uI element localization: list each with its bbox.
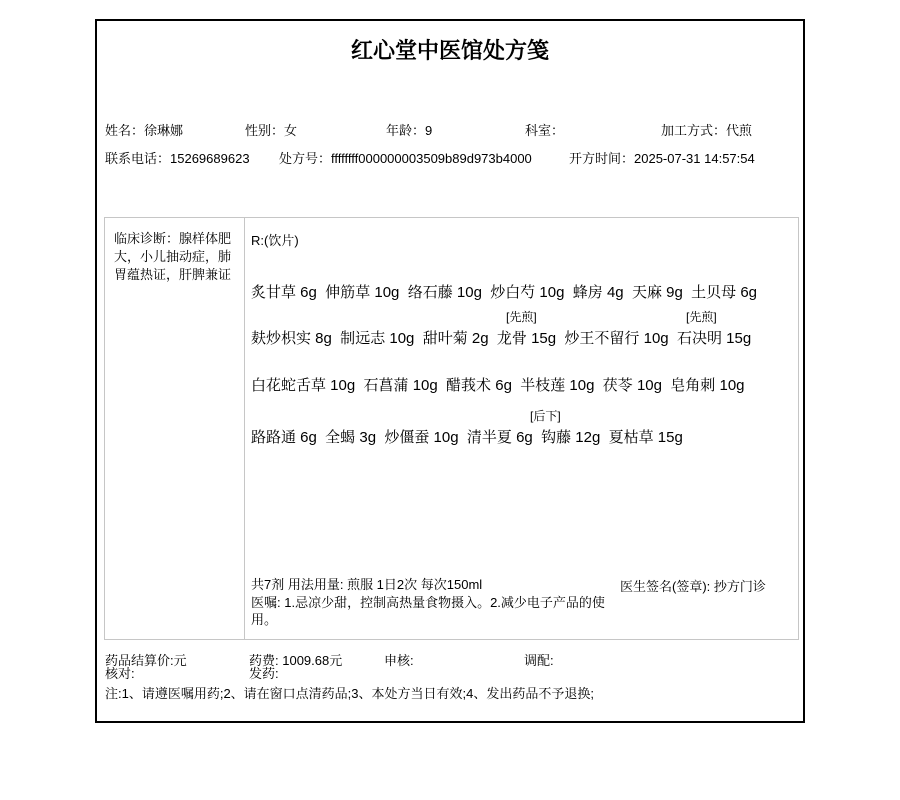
check-field [105,666,135,681]
medicine-fee-value: 1009.68元 [282,653,343,668]
herb-line-2: 麸炒枳实 8g 制远志 10g 甜叶菊 2g 龙骨 15g 炒王不留行 10g 石决明 15g [251,330,752,347]
herb-line-1: 炙甘草 6g 伸筋草 10g 络石藤 10g 炒白芍 10g 蜂房 4g 天麻 9g 土贝母 6g [251,284,758,301]
age-label: 年龄： [386,123,426,138]
name-value: 徐琳娜 [144,123,184,138]
processing-method-label: 加工方式： [661,123,727,138]
add-later-annotation: [后下] [530,409,561,423]
prescription-number-value: ffffffff000000003509b89d973b4000 [331,151,532,166]
department-field [525,123,564,138]
doctor-signature-field [620,578,800,596]
clinical-diagnosis [105,218,245,639]
gender-value: 女 [284,123,298,138]
usage-block [251,576,627,629]
settlement-price-value: 元 [173,653,187,668]
phone-label: 联系电话： [105,151,171,166]
prescription-number-field [279,151,532,166]
herb-line-4: 路路通 6g 全蝎 3g 炒僵蚕 10g 清半夏 6g 钩藤 12g 夏枯草 15g [251,429,683,446]
settlement-price-label: 药品结算价: [105,653,174,668]
gender-label: 性别： [245,123,285,138]
usage-line: 共7剂 用法用量: 煎服 1日2次 每次150ml [251,577,483,592]
diagnosis-label: 临床诊断： [114,231,180,246]
doctor-signature-value: 抄方门诊 [713,579,766,594]
gender-field [245,123,297,138]
prescription-time-value: 2025-07-31 14:57:54 [634,151,755,166]
prescription-time-label: 开方时间： [569,151,635,166]
issue-medicine-field [249,666,279,681]
herb-line-3: 白花蛇舌草 10g 石菖蒲 10g 醋莪术 6g 半枝莲 10g 茯苓 10g 皂角刺 10g [251,377,745,394]
doctor-signature-label: 医生签名(签章): [620,579,714,594]
phone-field [105,151,250,166]
age-value: 9 [425,123,433,138]
department-label: 科室： [525,123,565,138]
prescription-sheet [95,19,805,723]
processing-method-field [661,123,752,138]
review-label: 申核: [384,653,414,668]
prescription-time-field [569,151,755,166]
dispense-prepare-label: 调配: [524,653,554,668]
page-title: 红心堂中医馆处方笺 [350,38,549,63]
name-field [105,123,183,138]
diagnosis-value: 腺样体肥大，小儿抽动症，肺胃蕴热证，肝脾兼证 [114,231,232,282]
phone-value: 15269689623 [170,151,250,166]
processing-method-value: 代煎 [726,123,753,138]
check-label: 核对: [105,666,135,681]
medicine-fee-label: 药费: [249,653,283,668]
age-field [386,123,432,138]
footer-note: 注:1、请遵医嘱用药;2、请在窗口点清药品;3、本处方当日有效;4、发出药品不予退换; [105,686,594,701]
issue-medicine-label: 发药: [249,666,279,681]
dispense-prepare-field [524,653,554,668]
rx-header: R:(饮片) [251,233,299,248]
doctor-advice: 医嘱: 1.忌凉少甜，控制高热量食物摄入。2.减少电子产品的使用。 [251,594,605,627]
name-label: 姓名： [105,123,145,138]
review-field [384,653,414,668]
pre-decoct-annotation-1: [先煎] [506,310,537,324]
pre-decoct-annotation-2: [先煎] [686,310,717,324]
prescription-box [104,217,799,640]
prescription-number-label: 处方号： [279,151,332,166]
